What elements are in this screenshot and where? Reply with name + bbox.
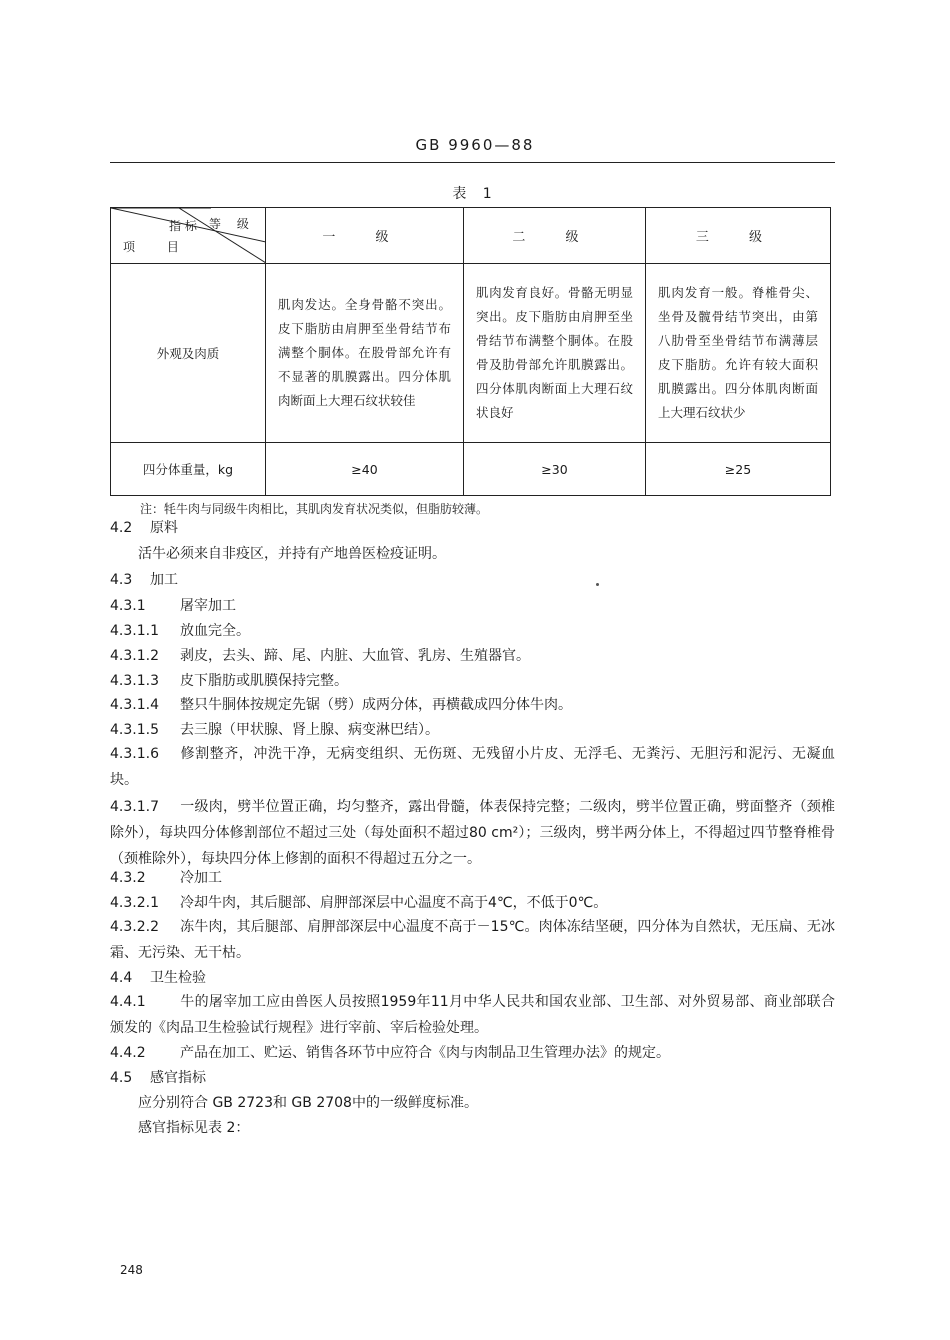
corner-grade-label: 等 级 (209, 217, 255, 231)
row-label-weight: 四分体重量，kg (111, 443, 266, 496)
section-text-sensory-standard: 应分别符合 GB 2723和 GB 2708中的一级鲜度标准。 (138, 1095, 478, 1111)
section-4-3-2-1: 4.3.2.1 冷却牛肉，其后腿部、肩胛部深层中心温度不高于4℃，不低于0℃。 (110, 895, 608, 911)
table-note: 注：牦牛肉与同级牛肉相比，其肌肉发育状况类似，但脂肪较薄。 (140, 502, 489, 516)
section-heading-4-2: 4.2 原料 (110, 520, 178, 536)
grade-header-2: 二 级 (464, 208, 646, 264)
standard-number-header: GB 9960—88 (415, 136, 535, 154)
section-4-4-1: 4.4.1 牛的屠宰加工应由兽医人员按照1959年11月中华人民共和国农业部、卫生部、对外贸易部、商业部联合颁发的《肉品卫生检验试行规程》进行宰前、宰后检验处理。 (110, 994, 835, 1036)
section-4-3-1-2: 4.3.1.2 剥皮，去头、蹄、尾、内脏、大血管、乳房、生殖器官。 (110, 648, 530, 664)
section-heading-4-3-1: 4.3.1 屠宰加工 (110, 598, 236, 614)
corner-cell (111, 208, 266, 264)
grade-table (110, 207, 831, 496)
table-header-row (111, 208, 831, 264)
page-number: 248 (120, 1263, 143, 1277)
section-4-3-1-6: 4.3.1.6 修割整齐，冲洗干净，无病变组织、无伤斑、无残留小片皮、无浮毛、无粪污、无胆污和泥污、无凝血块。 (110, 746, 835, 788)
section-text-see-table-2: 感官指标见表 2： (138, 1120, 250, 1136)
cell-weight-grade3: ≥25 (646, 443, 831, 496)
row-label-appearance: 外观及肉质 (111, 264, 266, 443)
table-caption: 表 1 (452, 186, 498, 202)
scan-artifact-dot (596, 583, 599, 586)
cell-appearance-grade3: 肌肉发育一般。脊椎骨尖、坐骨及髋骨结节突出，由第八肋骨至坐骨结节布满薄层皮下脂肪。允许有较大面积肌膜露出。四分体肌肉断面上大理石纹状少 (646, 264, 831, 443)
header-rule (110, 162, 835, 163)
grade-header-3: 三 级 (646, 208, 831, 264)
corner-item-label: 项 目 (123, 240, 193, 254)
section-4-3-2-2: 4.3.2.2 冻牛肉，其后腿部、肩胛部深层中心温度不高于－15℃。肉体冻结坚硬，四分体为自然状，无压扁、无冰霜、无污染、无干枯。 (110, 919, 835, 961)
section-4-3-1-1: 4.3.1.1 放血完全。 (110, 623, 250, 639)
section-text-raw-material: 活牛必须来自非疫区，并持有产地兽医检疫证明。 (138, 546, 446, 562)
section-4-3-1-7: 4.3.1.7 一级肉，劈半位置正确，均匀整齐，露出骨髓，体表保持完整；二级肉，劈半位置正确，劈面整齐（颈椎除外），每块四分体修割部位不超过三处（每处面积不超过80 cm²）；三级肉，劈半两分体上，不得超过四节整脊椎骨（颈椎除外），每块四分体上修割的面积不得超过五分之一。 (110, 799, 835, 867)
section-heading-4-3-2: 4.3.2 冷加工 (110, 870, 222, 886)
section-4-3-1-4: 4.3.1.4 整只牛胴体按规定先锯（劈）成两分体，再横截成四分体牛肉。 (110, 697, 572, 713)
section-heading-4-4: 4.4 卫生检验 (110, 970, 206, 986)
cell-weight-grade1: ≥40 (266, 443, 464, 496)
section-4-3-1-3: 4.3.1.3 皮下脂肪或肌膜保持完整。 (110, 673, 348, 689)
cell-appearance-grade1: 肌肉发达。全身骨骼不突出。皮下脂肪由肩胛至坐骨结节布满整个胴体。在股骨部允许有不显著的肌膜露出。四分体肌肉断面上大理石纹状较佳 (266, 264, 464, 443)
section-heading-4-5: 4.5 感官指标 (110, 1070, 206, 1086)
grade-header-1: 一 级 (266, 208, 464, 264)
cell-weight-grade2: ≥30 (464, 443, 646, 496)
corner-index-label: 指 标 (169, 219, 197, 233)
table-row-weight (111, 443, 831, 496)
table-row-appearance (111, 264, 831, 443)
cell-appearance-grade2: 肌肉发育良好。骨骼无明显突出。皮下脂肪由肩胛至坐骨结节布满整个胴体。在股骨及肋骨部允许肌膜露出。四分体肌肉断面上大理石纹状良好 (464, 264, 646, 443)
section-heading-4-3: 4.3 加工 (110, 572, 178, 588)
section-4-3-1-5: 4.3.1.5 去三腺（甲状腺、肾上腺、病变淋巴结）。 (110, 722, 439, 738)
section-4-4-2: 4.4.2 产品在加工、贮运、销售各环节中应符合《肉与肉制品卫生管理办法》的规定。 (110, 1045, 670, 1061)
